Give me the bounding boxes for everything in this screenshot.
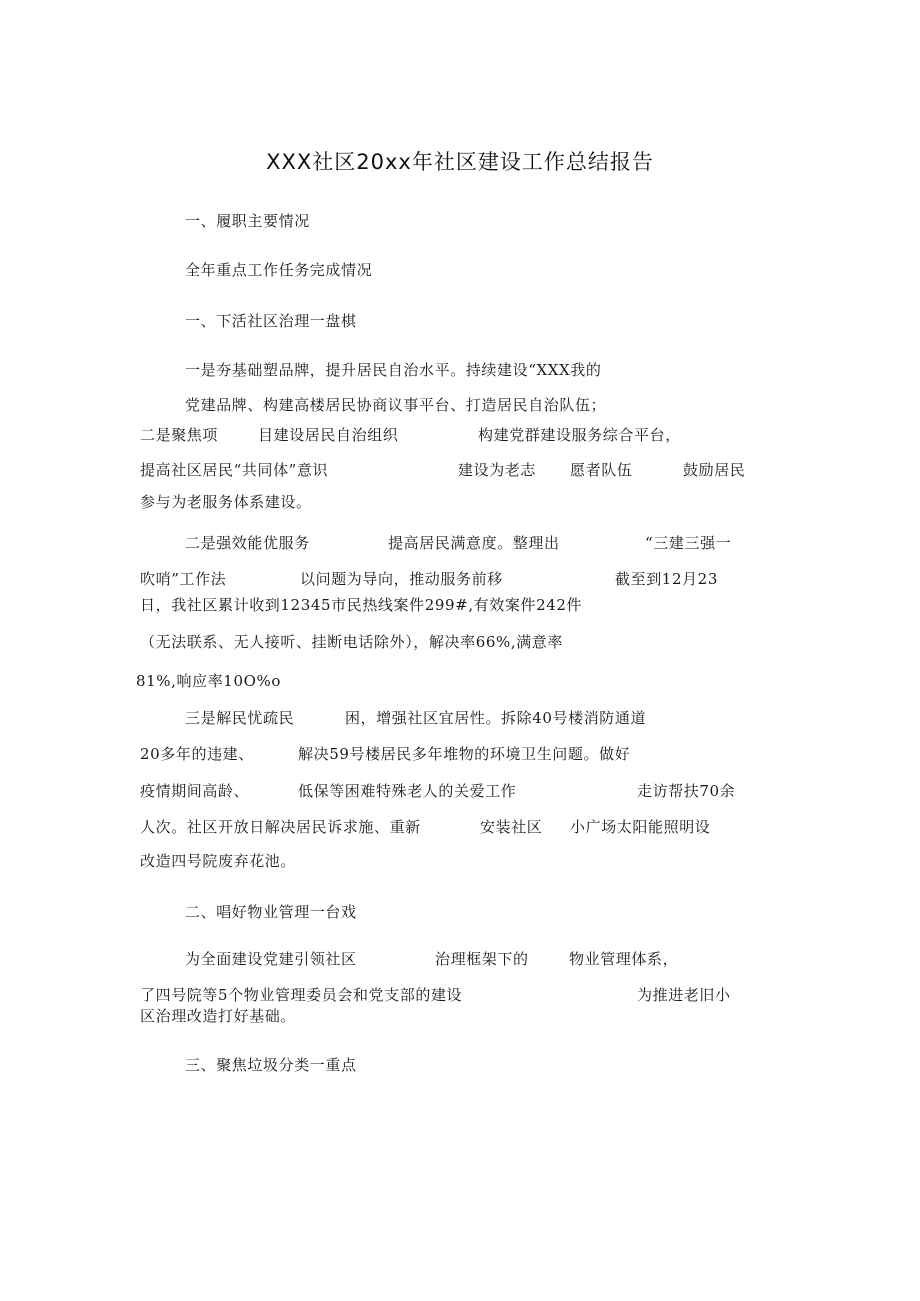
text-line: 改造四号院废弃花池。 [140,852,297,870]
text-fragment: 低保等困难特殊老人的关爱工作 [298,782,517,800]
text-fragment: 解决59号楼居民多年堆物的环境卫生问题。做好 [298,745,631,763]
text-fragment: 走访帮扶70余 [637,782,736,800]
text-fragment: 20多年的违建、 [140,745,254,763]
text-fragment: 构建党群建设服务综合平台， [478,426,681,444]
section-heading-waste-sorting: 三、聚焦垃圾分类一重点 [185,1056,357,1074]
text-fragment: 为推进老旧小 [637,986,731,1004]
section-heading-property-management: 二、唱好物业管理一台戏 [185,903,357,921]
text-fragment: 人次。社区开放日解决居民诉求施、重新 [140,818,421,836]
document-title: XXX社区20xx年社区建设工作总结报告 [266,150,654,174]
text-fragment: 二是强效能优服务 [185,534,310,552]
text-fragment: “三建三强一 [645,534,732,552]
text-fragment: 鼓励居民 [683,461,746,479]
text-fragment: 小广场太阳能照明设 [570,818,711,836]
text-fragment: 困，增强社区宜居性。拆除40号楼消防通道 [345,709,647,727]
text-line: 参与为老服务体系建设。 [140,493,312,511]
text-fragment: 为全面建设党建引领社区 [185,950,357,968]
text-fragment: 愿者队伍 [570,461,633,479]
text-fragment: 二是聚焦项 [140,426,219,444]
text-fragment: 物业管理体系， [569,950,679,968]
text-fragment: 吹哨”工作法 [140,570,227,588]
heading-key-tasks: 全年重点工作任务完成情况 [185,261,373,279]
text-line: 81%,响应率10O%o [136,672,281,690]
text-line: （无法联系、无人接听、挂断电话除外），解决率66%,满意率 [140,633,564,651]
text-fragment: 了四号院等5个物业管理委员会和党支部的建设 [140,986,463,1004]
text-fragment: 目建设居民自治组织 [258,426,399,444]
text-fragment: 截至到12月23 [615,570,718,588]
text-fragment: 提高社区居民“共同体”意识 [140,461,329,479]
text-fragment: 安装社区 [480,818,543,836]
heading-duties: 一、履职主要情况 [185,212,310,230]
text-line: 党建品牌、构建高楼居民协商议事平台、打造居民自治队伍； [185,396,607,414]
text-fragment: 提高居民满意度。整理出 [388,534,560,552]
text-fragment: 建设为老志 [458,461,537,479]
text-fragment: 治理框架下的 [435,950,529,968]
text-line: 一是夯基础塑品牌，提升居民自治水平。持续建设“XXX我的 [185,361,602,379]
text-fragment: 疫情期间高龄、 [140,782,250,800]
text-line: 日，我社区累计收到12345市民热线案件299#,有效案件242件 [140,596,583,614]
text-fragment: 以问题为导向，推动服务前移 [300,570,503,588]
text-line: 区治理改造打好基础。 [140,1007,297,1025]
text-fragment: 三是解民忧疏民 [185,709,295,727]
section-heading-community-governance: 一、下活社区治理一盘棋 [185,312,357,330]
